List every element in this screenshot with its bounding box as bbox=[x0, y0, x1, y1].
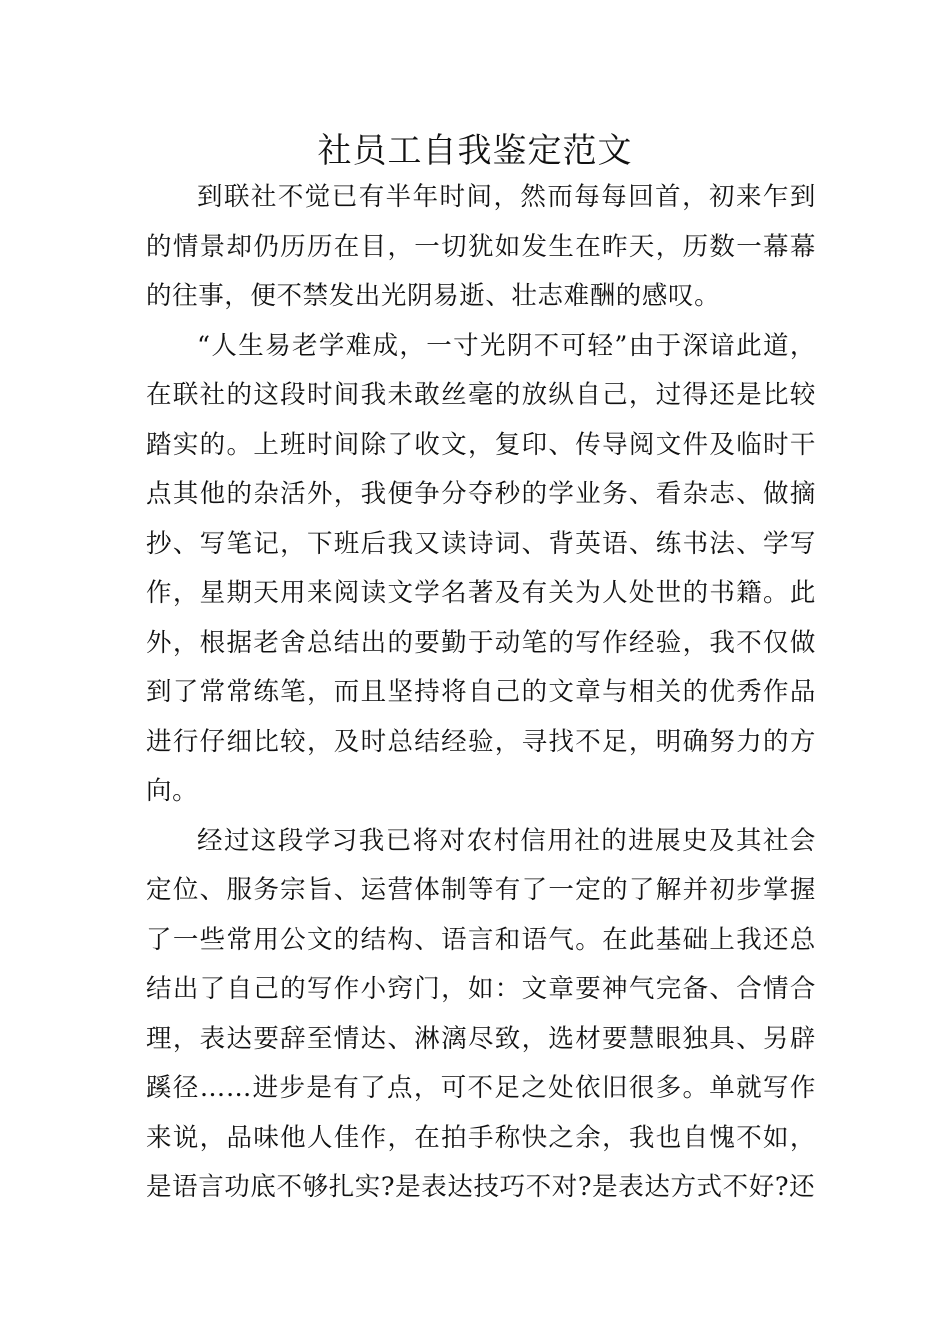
paragraph-2: “人生易老学难成，一寸光阴不可轻”由于深谙此道，在联社的这段时间我未敢丝毫的放纵自己，过得还是比较踏实的。上班时间除了收文，复印、传导阅文件及临时干点其他的杂活外，我便争分夺秒的学业务、看杂志、做摘抄、写笔记，下班后我又读诗词、背英语、练书法、学写作，星期天用来阅读文学名著及有关为人处世的书籍。此外，根据老舍总结出的要勤于动笔的写作经验，我不仅做到了常常练笔，而且坚持将自己的文章与相关的优秀作品进行仔细比较，及时总结经验，寻找不足，明确努力的方向。 bbox=[146, 330, 816, 806]
paragraph-1: 到联社不觉已有半年时间，然而每每回首，初来乍到的情景却仍历历在目，一切犹如发生在昨天，历数一幕幕的往事，便不禁发出光阴易逝、壮志难酬的感叹。 bbox=[146, 182, 816, 311]
document-title: 社员工自我鉴定范文 bbox=[317, 131, 633, 171]
paragraph-3: 经过这段学习我已将对农村信用社的进展史及其社会定位、服务宗旨、运营体制等有了一定的了解并初步掌握了一些常用公文的结构、语言和语气。在此基础上我还总结出了自己的写作小窍门，如：文章要神气完备、合情合理，表达要辞至情达、淋漓尽致，选材要慧眼独具、另辟蹊径……进步是有了点，可不足之处依旧很多。单就写作来说，品味他人佳作，在拍手称快之余，我也自愧不如，是语言功底不够扎实?是表达技巧不对?是表达方式不好?还 bbox=[146, 825, 816, 1202]
document-body bbox=[146, 173, 816, 1213]
